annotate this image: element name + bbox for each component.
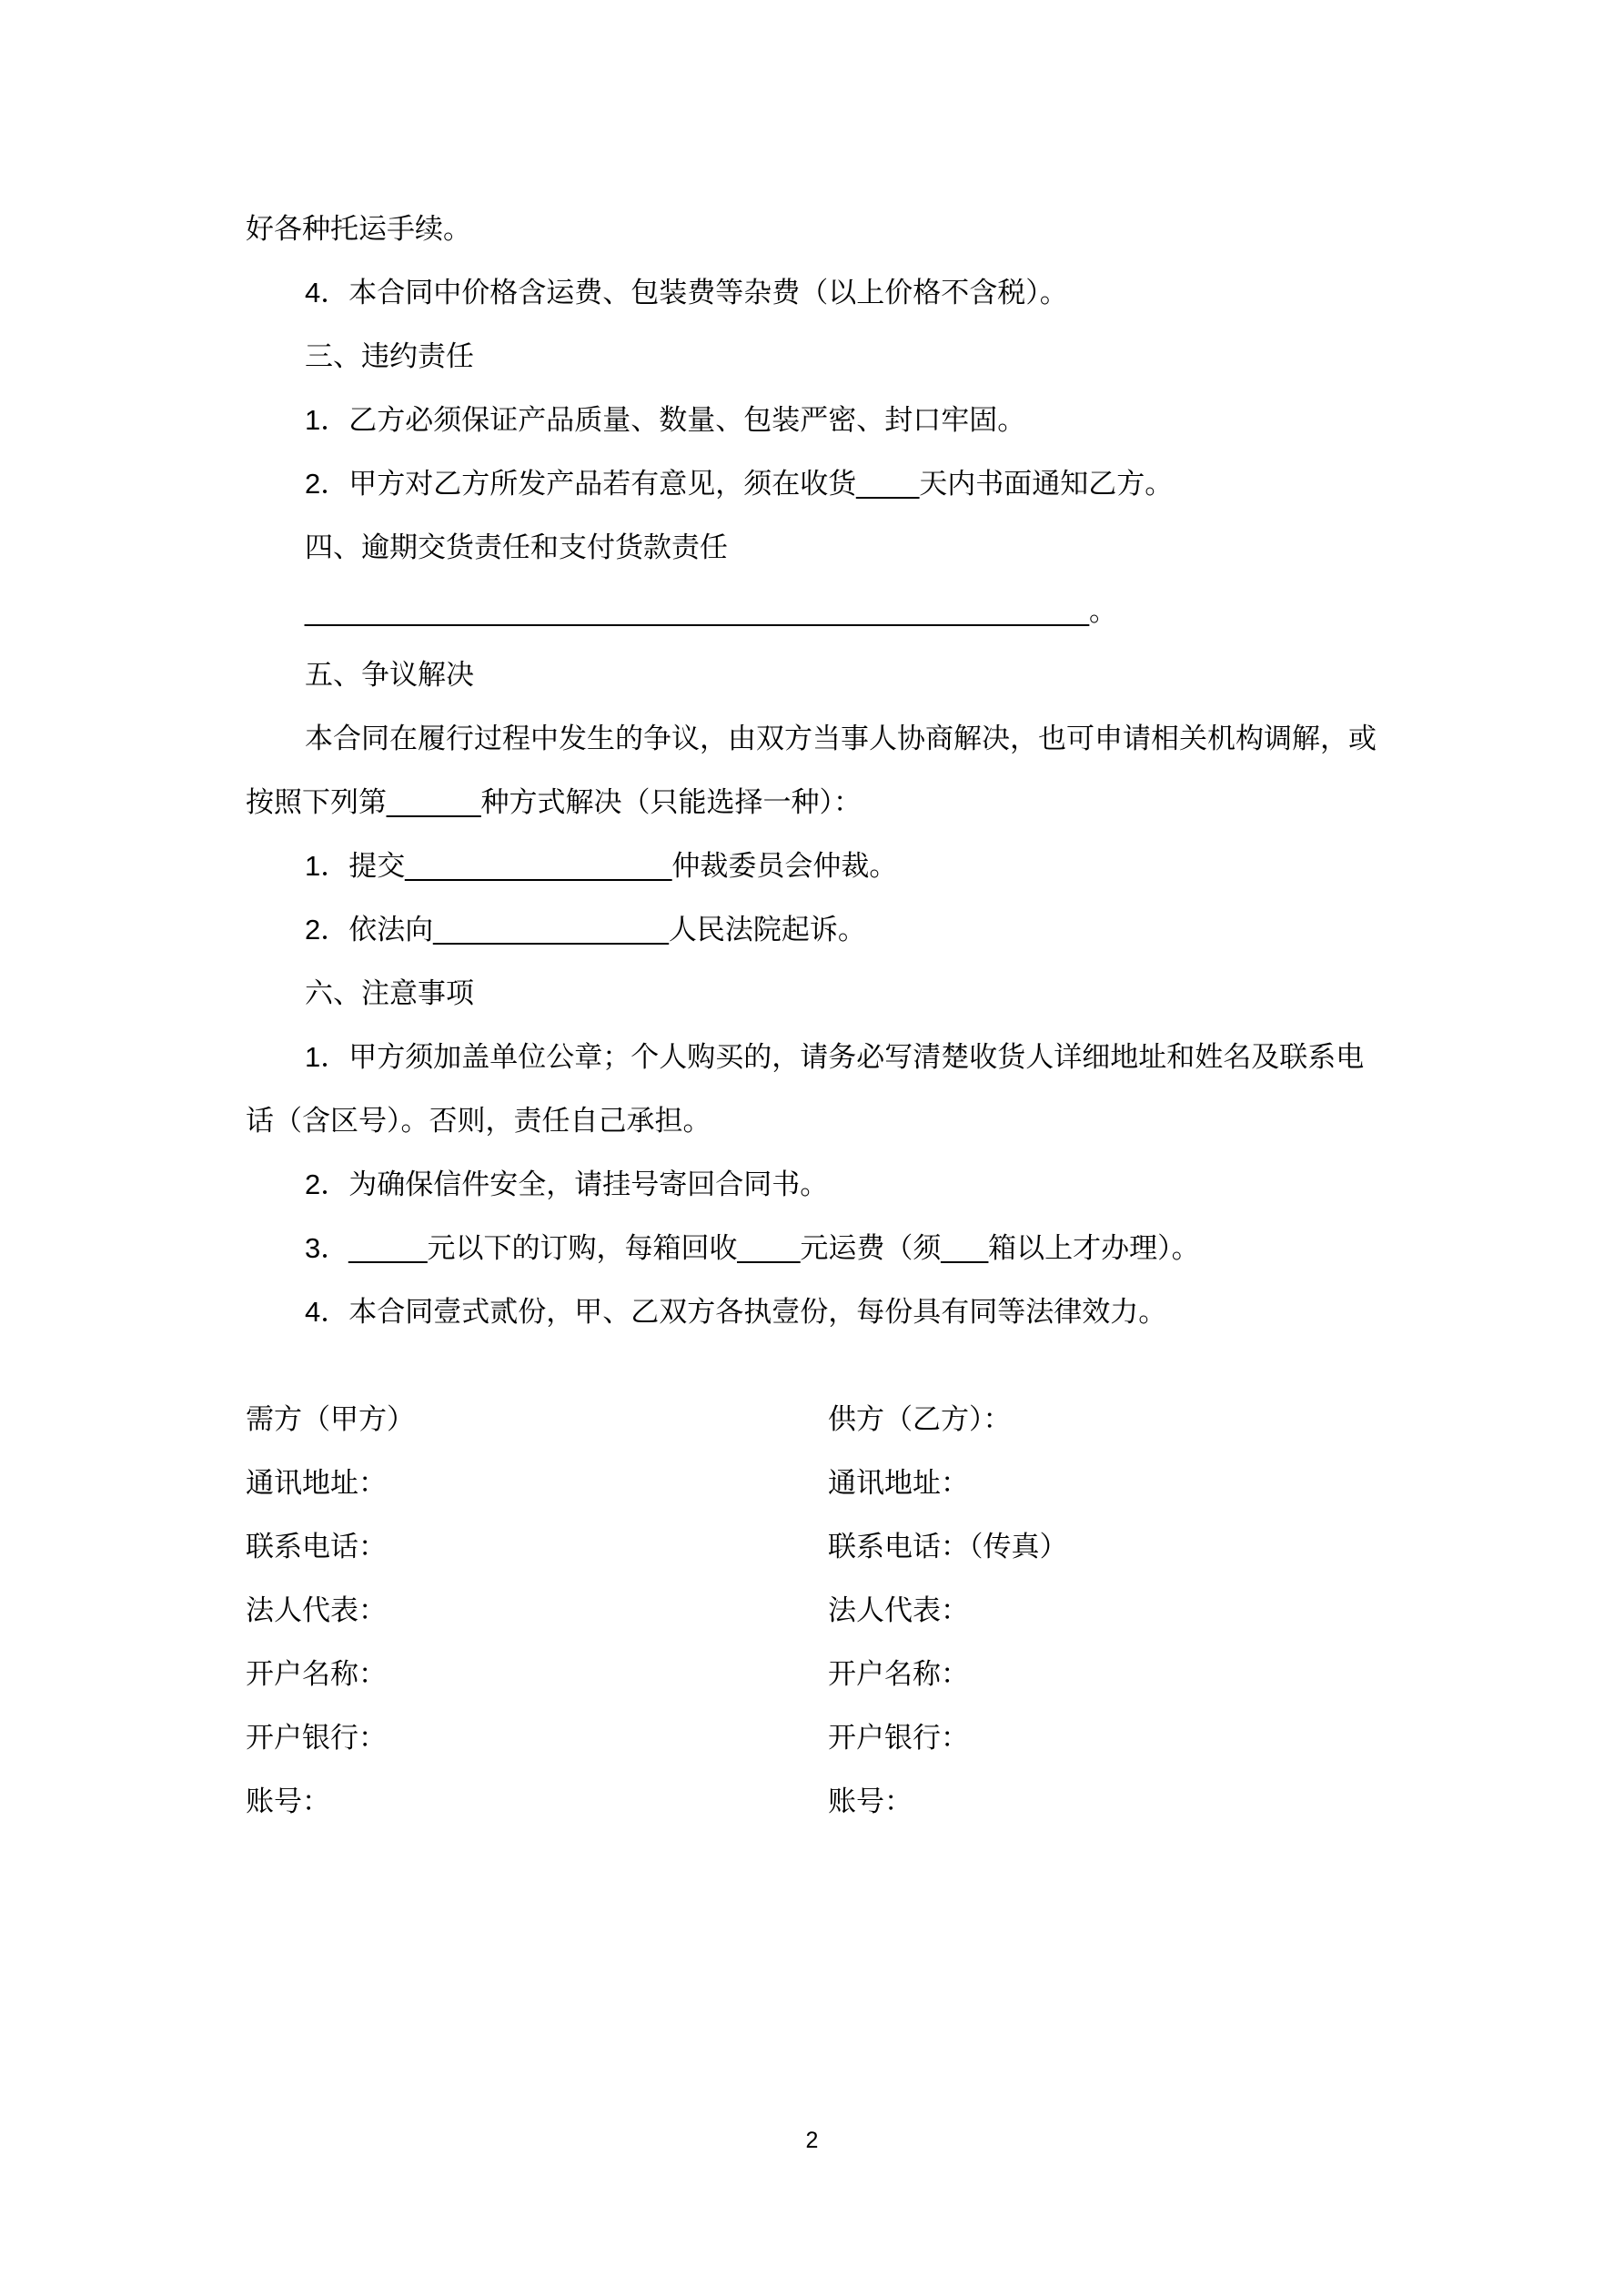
party-right-label: 联系电话：（传真） <box>828 1531 1068 1563</box>
party-row <box>246 1515 1392 1579</box>
body-line: 本合同在履行过程中发生的争议，由双方当事人协商解决，也可申请相关机构调解，或 <box>305 723 1377 754</box>
party-row <box>246 1706 1392 1770</box>
party-right-label: 开户银行： <box>828 1722 969 1754</box>
body-line: 1．甲方须加盖单位公章；个人购买的，请务必写清楚收货人详细地址和姓名及联系电 <box>305 1041 1365 1073</box>
body-line: 2．甲方对乙方所发产品若有意见，须在收货____天内书面通知乙方。 <box>305 468 1174 500</box>
party-right-label: 账号： <box>828 1785 913 1817</box>
body-line: 4．本合同中价格含运费、包装费等杂费（以上价格不含税）。 <box>305 277 1068 308</box>
body-line: 好各种托运手续。 <box>246 213 471 245</box>
contract-body <box>246 197 1392 1834</box>
party-right-label: 法人代表： <box>828 1594 969 1626</box>
party-row <box>246 1579 1392 1643</box>
body-line: 五、争议解决 <box>305 659 474 691</box>
party-row <box>246 1388 1392 1451</box>
body-line: 按照下列第______种方式解决（只能选择一种）： <box>246 786 862 818</box>
body-line: 2．依法向_______________人民法院起诉。 <box>305 914 866 946</box>
body-lines-container <box>246 197 1392 1344</box>
body-line: 四、逾期交货责任和支付货款责任 <box>305 531 728 563</box>
party-right-label: 通讯地址： <box>828 1467 969 1499</box>
party-left-label: 联系电话： <box>246 1531 387 1563</box>
body-line: __________________________________________________。 <box>305 595 1118 627</box>
body-line: 六、注意事项 <box>305 977 474 1009</box>
page-number: 2 <box>805 2128 819 2153</box>
party-row <box>246 1770 1392 1834</box>
party-left-label: 通讯地址： <box>246 1467 387 1499</box>
body-line: 1．乙方必须保证产品质量、数量、包装严密、封口牢固。 <box>305 404 1026 436</box>
body-line: 三、违约责任 <box>305 340 474 372</box>
body-line: 4．本合同壹式贰份，甲、乙双方各执壹份，每份具有同等法律效力。 <box>305 1296 1167 1328</box>
party-right-label: 开户名称： <box>828 1658 969 1690</box>
party-row <box>246 1451 1392 1515</box>
body-line: 话（含区号）。否则，责任自己承担。 <box>246 1105 711 1137</box>
parties-block <box>246 1388 1392 1834</box>
party-left-label: 账号： <box>246 1785 330 1817</box>
party-row <box>246 1643 1392 1706</box>
body-line: 1．提交_________________仲裁委员会仲裁。 <box>305 850 898 882</box>
party-right-label: 供方（乙方）： <box>828 1403 1012 1435</box>
party-left-label: 法人代表： <box>246 1594 387 1626</box>
party-left-label: 开户名称： <box>246 1658 387 1690</box>
section-spacer <box>246 1344 1392 1388</box>
party-left-label: 开户银行： <box>246 1722 387 1754</box>
body-line: 3．_____元以下的订购，每箱回收____元运费（须___箱以上才办理）。 <box>305 1232 1200 1264</box>
body-line: 2．为确保信件安全，请挂号寄回合同书。 <box>305 1168 829 1200</box>
party-left-label: 需方（甲方） <box>246 1403 415 1435</box>
